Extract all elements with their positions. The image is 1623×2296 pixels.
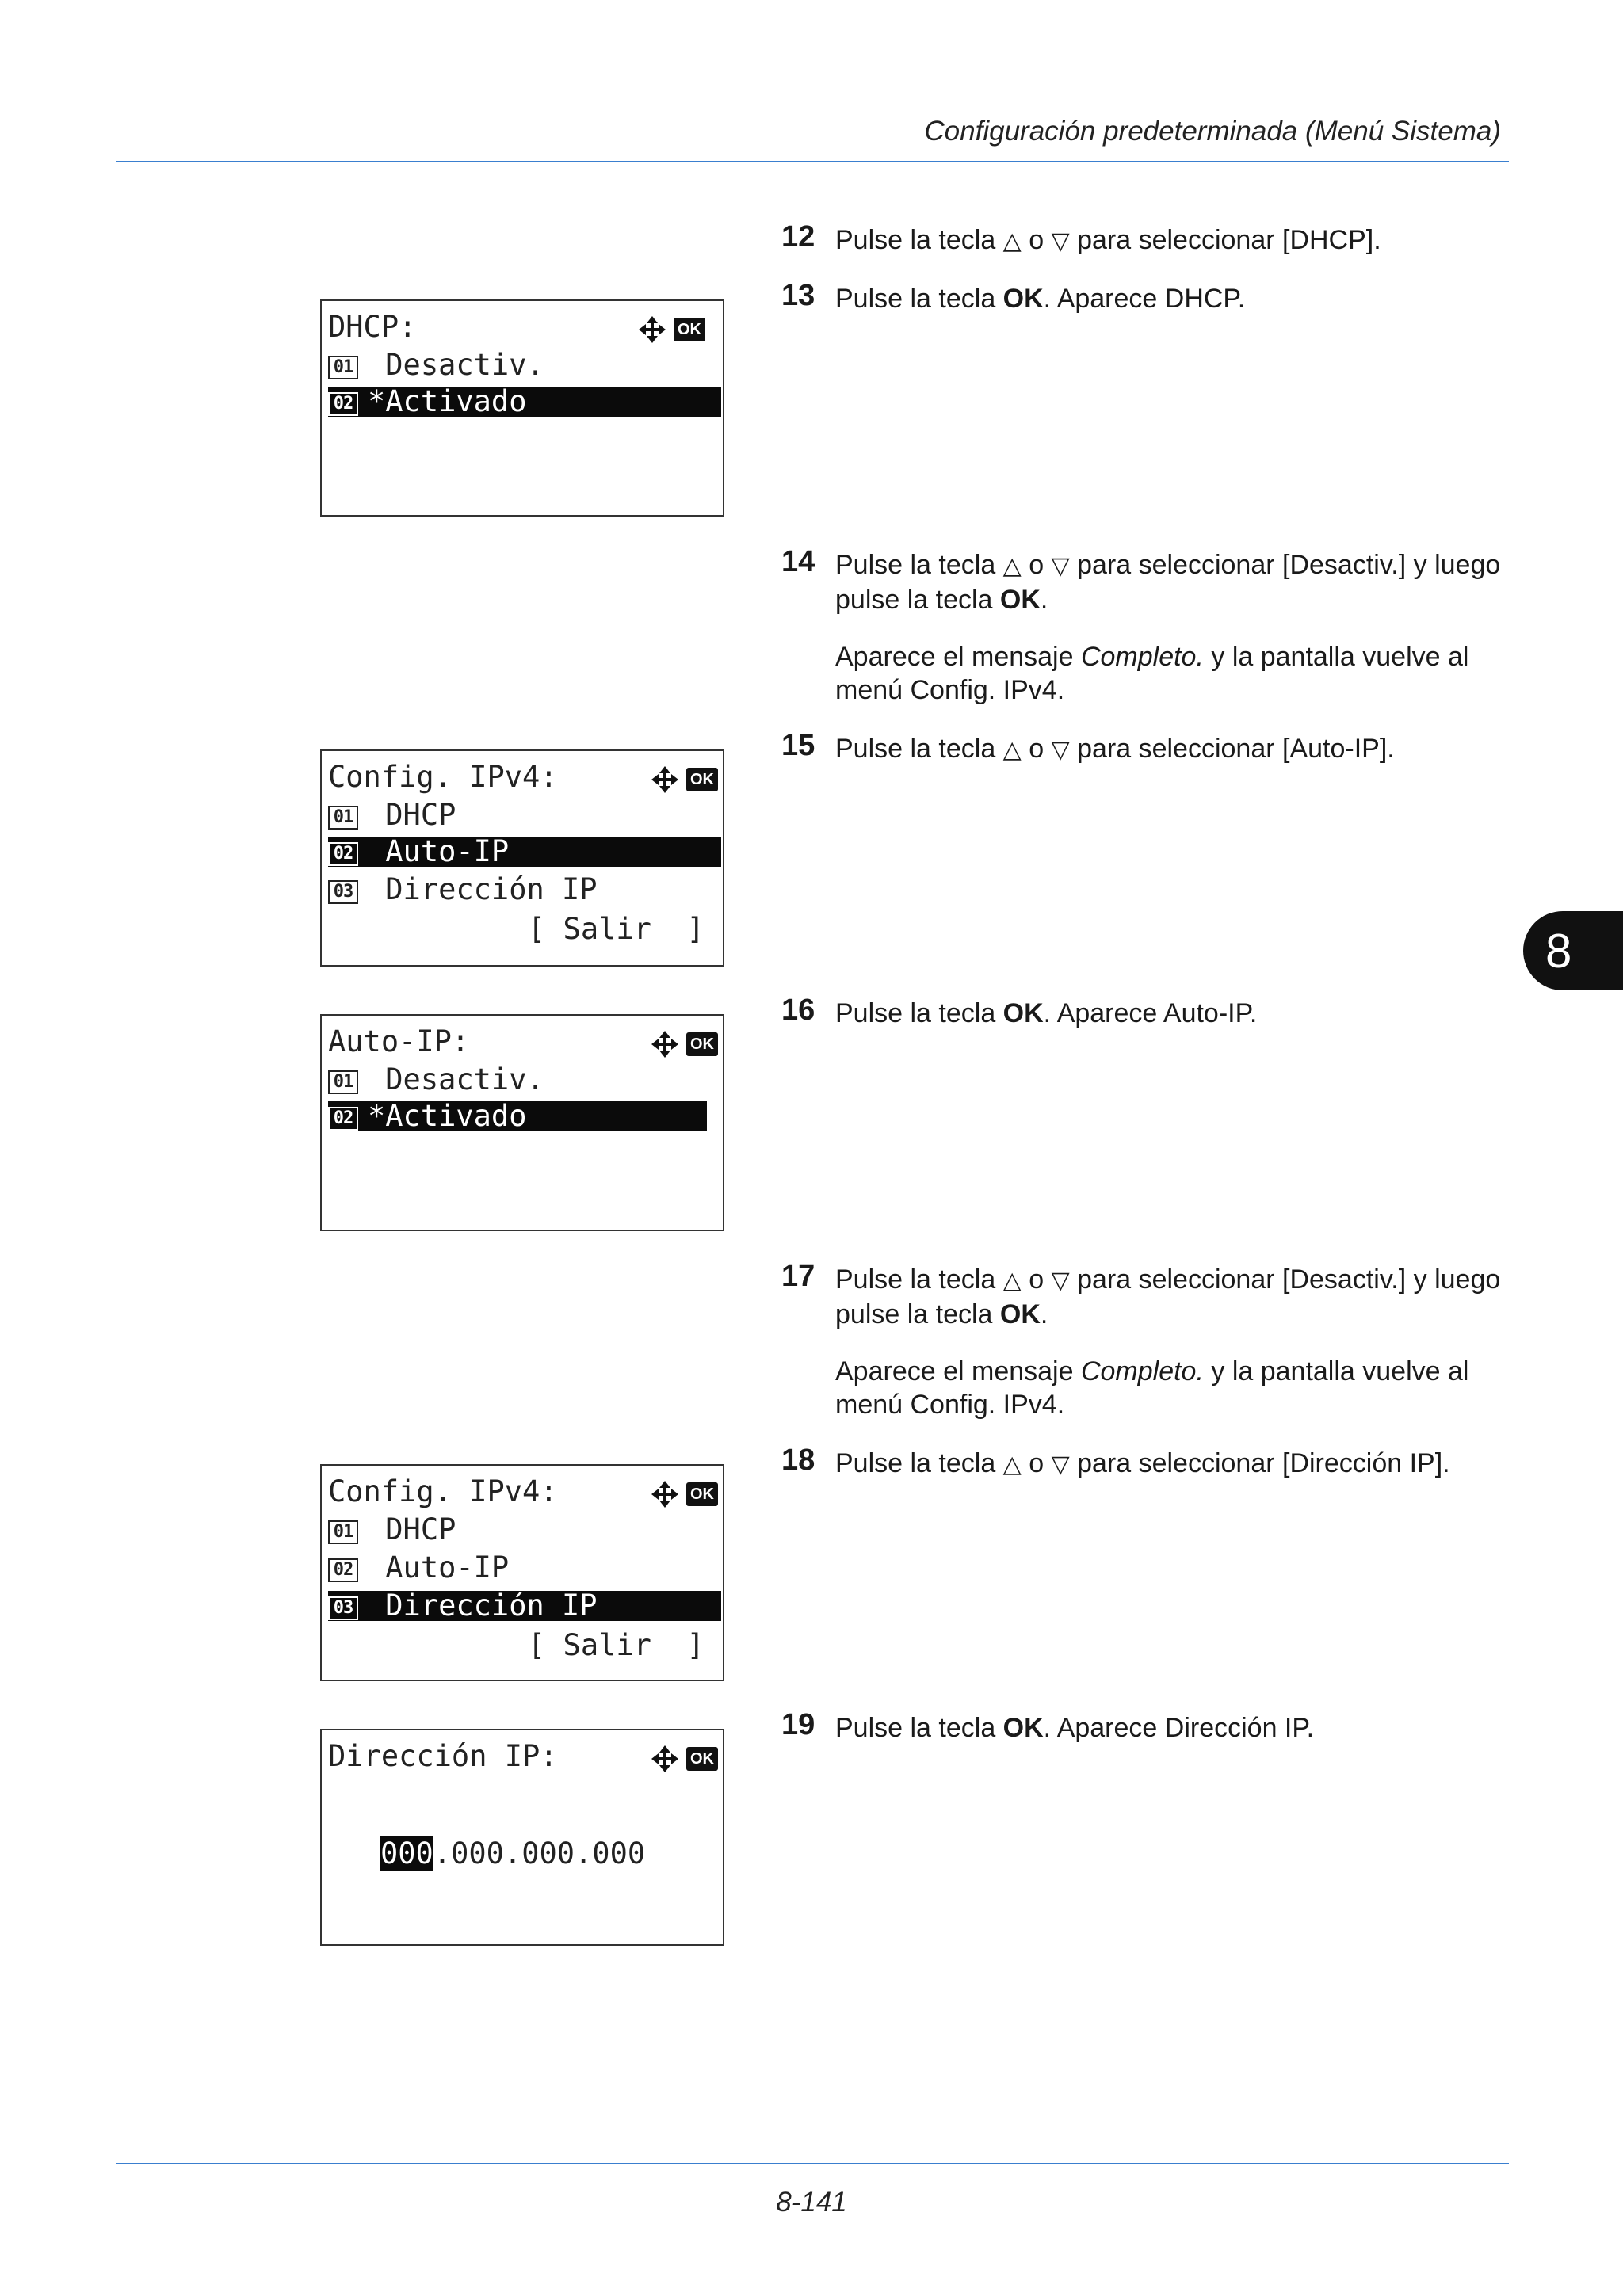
step-text: . Aparece Auto-IP. [1043, 998, 1258, 1028]
step-17 [781, 1260, 1510, 1421]
step-15 [781, 729, 1510, 767]
ok-key-label: OK [999, 1299, 1041, 1329]
down-triangle-icon: ▽ [1051, 553, 1070, 579]
step-14 [781, 545, 1510, 707]
menu-item-label: *Activado [368, 384, 527, 418]
screen-title: Dirección IP: [328, 1739, 558, 1773]
step-number: 18 [781, 1444, 815, 1477]
step-text: para seleccionar [Desactiv.] y luego pulse la tecla [835, 550, 1501, 615]
nav-indicator [650, 1480, 718, 1508]
item-number-badge: 03 [328, 1596, 358, 1620]
lcd-screen-config-ipv4-direccion [320, 1464, 724, 1681]
item-number-badge: 03 [328, 880, 358, 904]
menu-item-label: DHCP [368, 798, 456, 832]
step-text: . [1040, 1299, 1048, 1329]
up-triangle-icon: △ [1002, 1451, 1022, 1478]
menu-item-label: Dirección IP [368, 872, 598, 906]
item-number-badge: 02 [328, 1558, 358, 1582]
nav-indicator [637, 315, 705, 344]
four-way-arrow-icon [650, 1479, 680, 1509]
step-text: Pulse la tecla [835, 1264, 1003, 1295]
step-text: o [1021, 734, 1052, 764]
page-number: 8-141 [776, 2187, 847, 2218]
ip-cursor-segment: 000 [380, 1836, 433, 1871]
nav-indicator [650, 1745, 718, 1773]
footer-rule [116, 2163, 1509, 2164]
step-note [835, 640, 1510, 707]
step-text: Pulse la tecla [835, 998, 1003, 1028]
item-number-badge: 01 [328, 806, 358, 830]
chapter-tab: 8 [1523, 911, 1623, 990]
exit-softkey: [ Salir ] [528, 912, 705, 946]
step-text: . [1040, 585, 1048, 615]
step-16 [781, 994, 1510, 1030]
step-number: 16 [781, 994, 815, 1027]
menu-item [328, 1062, 721, 1097]
nav-indicator [650, 765, 718, 794]
step-number: 14 [781, 545, 815, 578]
ok-key-label: OK [1002, 1713, 1044, 1743]
up-triangle-icon: △ [1002, 228, 1022, 254]
step-text: Pulse la tecla [835, 1448, 1003, 1478]
step-number: 19 [781, 1708, 815, 1741]
four-way-arrow-icon [637, 315, 667, 345]
step-number: 17 [781, 1260, 815, 1293]
header-rule [116, 161, 1509, 162]
menu-item-label: Auto-IP [368, 1550, 510, 1585]
screen-title: Config. IPv4: [328, 1474, 558, 1508]
ok-key-label: OK [999, 585, 1041, 615]
item-number-badge: 02 [328, 842, 358, 866]
menu-item [328, 1550, 721, 1585]
ip-remaining: .000.000.000 [433, 1836, 646, 1871]
ok-key-icon: OK [686, 1482, 718, 1506]
step-text: o [1021, 1448, 1052, 1478]
menu-item-selected [328, 1101, 707, 1131]
ok-key-label: OK [1002, 284, 1044, 314]
step-19 [781, 1708, 1510, 1745]
screen-title: Config. IPv4: [328, 760, 558, 794]
down-triangle-icon: ▽ [1051, 737, 1070, 763]
step-18 [781, 1444, 1510, 1482]
up-triangle-icon: △ [1002, 1268, 1022, 1294]
four-way-arrow-icon [650, 1029, 680, 1059]
screen-title: Auto-IP: [328, 1024, 470, 1058]
step-text: para seleccionar [Dirección IP]. [1069, 1448, 1450, 1478]
nav-indicator [650, 1030, 718, 1058]
step-note [835, 1355, 1510, 1421]
step-text: Pulse la tecla [835, 284, 1003, 314]
note-text: Aparece el mensaje [835, 1356, 1081, 1386]
step-text: para seleccionar [Auto-IP]. [1069, 734, 1395, 764]
step-number: 13 [781, 279, 815, 312]
lcd-screen-dhcp [320, 299, 724, 517]
menu-item [328, 350, 721, 380]
step-number: 15 [781, 729, 815, 762]
up-triangle-icon: △ [1002, 737, 1022, 763]
up-triangle-icon: △ [1002, 553, 1022, 579]
step-text: o [1021, 550, 1052, 580]
menu-item-label: Auto-IP [368, 834, 510, 868]
menu-item [328, 872, 721, 906]
step-text: . Aparece DHCP. [1043, 284, 1246, 314]
item-number-badge: 01 [328, 356, 358, 379]
message-name: Completo. [1080, 1356, 1204, 1386]
menu-item [328, 1512, 721, 1547]
step-text: Pulse la tecla [835, 550, 1003, 580]
step-text: para seleccionar [DHCP]. [1069, 225, 1381, 255]
menu-item-selected [328, 834, 721, 868]
step-text: o [1021, 225, 1052, 255]
message-name: Completo. [1080, 642, 1204, 672]
note-text: Aparece el mensaje [835, 642, 1081, 672]
menu-item-label: Dirección IP [368, 1589, 598, 1623]
item-number-badge: 01 [328, 1070, 358, 1094]
lcd-screen-direccion-ip [320, 1729, 724, 1946]
menu-item-label: DHCP [368, 1512, 456, 1547]
step-text: o [1021, 1264, 1052, 1295]
item-number-badge: 02 [328, 1107, 358, 1131]
step-text: Pulse la tecla [835, 225, 1003, 255]
menu-item-label: Desactiv. [368, 348, 544, 382]
ok-key-icon: OK [686, 768, 718, 791]
step-text: Pulse la tecla [835, 1713, 1003, 1743]
ip-address-field [380, 1836, 645, 1871]
step-text: Pulse la tecla [835, 734, 1003, 764]
step-13 [781, 279, 1510, 315]
step-number: 12 [781, 220, 815, 254]
four-way-arrow-icon [650, 1744, 680, 1774]
menu-item-label: *Activado [368, 1099, 527, 1133]
ok-key-icon: OK [686, 1032, 718, 1056]
item-number-badge: 01 [328, 1520, 358, 1544]
note-text: y la pantalla vuelve al menú Config. IPv4. [835, 1356, 1469, 1420]
step-12 [781, 220, 1510, 258]
menu-item [328, 800, 721, 830]
ok-key-icon: OK [686, 1747, 718, 1771]
lcd-screen-config-ipv4 [320, 749, 724, 967]
four-way-arrow-icon [650, 765, 680, 795]
screen-title: DHCP: [328, 310, 417, 344]
menu-item-selected [328, 384, 721, 418]
down-triangle-icon: ▽ [1051, 1268, 1070, 1294]
ok-key-label: OK [1002, 998, 1044, 1028]
down-triangle-icon: ▽ [1051, 1451, 1070, 1478]
step-text: . Aparece Dirección IP. [1043, 1713, 1315, 1743]
running-header: Configuración predeterminada (Menú Sistema) [924, 116, 1501, 147]
item-number-badge: 02 [328, 392, 358, 416]
lcd-screen-auto-ip [320, 1014, 724, 1231]
menu-item-selected [328, 1591, 721, 1621]
step-text: para seleccionar [Desactiv.] y luego pulse la tecla [835, 1264, 1501, 1329]
exit-softkey: [ Salir ] [528, 1628, 705, 1662]
menu-item-label: Desactiv. [368, 1062, 544, 1097]
note-text: y la pantalla vuelve al menú Config. IPv4. [835, 642, 1469, 705]
ok-key-icon: OK [674, 318, 705, 341]
down-triangle-icon: ▽ [1051, 228, 1070, 254]
